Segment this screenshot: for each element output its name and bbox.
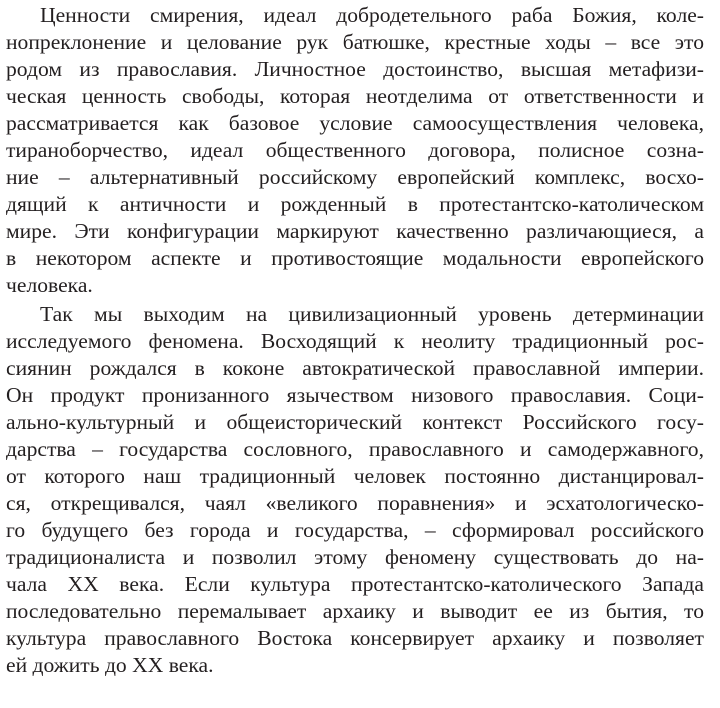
text-line: в некотором аспекте и противостоящие модальности европейского (6, 246, 704, 270)
text-line: Так мы выходим на цивилизационный уровень детерминации (40, 302, 704, 326)
text-line: ей дожить до XX века. (6, 653, 214, 677)
text-line: дарства – государства сословного, православного и самодержавного, (6, 437, 704, 461)
text-line: родом из православия. Личностное достоинство, высшая метафизи- (6, 57, 704, 81)
text-line: сиянин рождался в коконе автократической православной империи. (6, 356, 704, 380)
text-line: тираноборчество, идеал общественного договора, полисное созна- (6, 138, 704, 162)
text-line: последовательно перемалывает архаику и выводит ее из бытия, то (6, 599, 704, 623)
text-line: чала XX века. Если культура протестантско-католического Запада (6, 572, 704, 596)
text-line: ние – альтернативный российскому европейский комплекс, восхо- (6, 165, 704, 189)
text-line: дящий к античности и рожденный в протестантско-католическом (6, 192, 704, 216)
text-line: нопреклонение и целование рук батюшке, крестные ходы – все это (6, 30, 704, 54)
text-line: ся, открещивался, чаял «великого поравнения» и эсхатологическо- (6, 491, 704, 515)
text-line: го будущего без города и государства, – сформировал российского (6, 518, 704, 542)
text-line: ально-культурный и общеисторический контекст Российского госу- (6, 410, 704, 434)
text-line: человека. (6, 273, 93, 297)
paragraph-1 (6, 2, 704, 299)
text-line: от которого наш традиционный человек постоянно дистанцировал- (6, 464, 704, 488)
paragraph-2 (6, 301, 704, 679)
text-line: мире. Эти конфигурации маркируют качественно различающиеся, а (6, 219, 704, 243)
text-line: исследуемого феномена. Восходящий к неолиту традиционный рос- (6, 329, 704, 353)
text-line: Ценности смирения, идеал добродетельного раба Божия, коле- (40, 3, 704, 27)
text-line: культура православного Востока консервирует архаику и позволяет (6, 626, 704, 650)
text-line: традиционалиста и позволил этому феномену существовать до на- (6, 545, 704, 569)
text-line: рассматривается как базовое условие самоосуществления человека, (6, 111, 704, 135)
text-line: ческая ценность свободы, которая неотделима от ответственности и (6, 84, 704, 108)
document-page (6, 2, 704, 679)
text-line: Он продукт пронизанного язычеством низового православия. Соци- (6, 383, 704, 407)
